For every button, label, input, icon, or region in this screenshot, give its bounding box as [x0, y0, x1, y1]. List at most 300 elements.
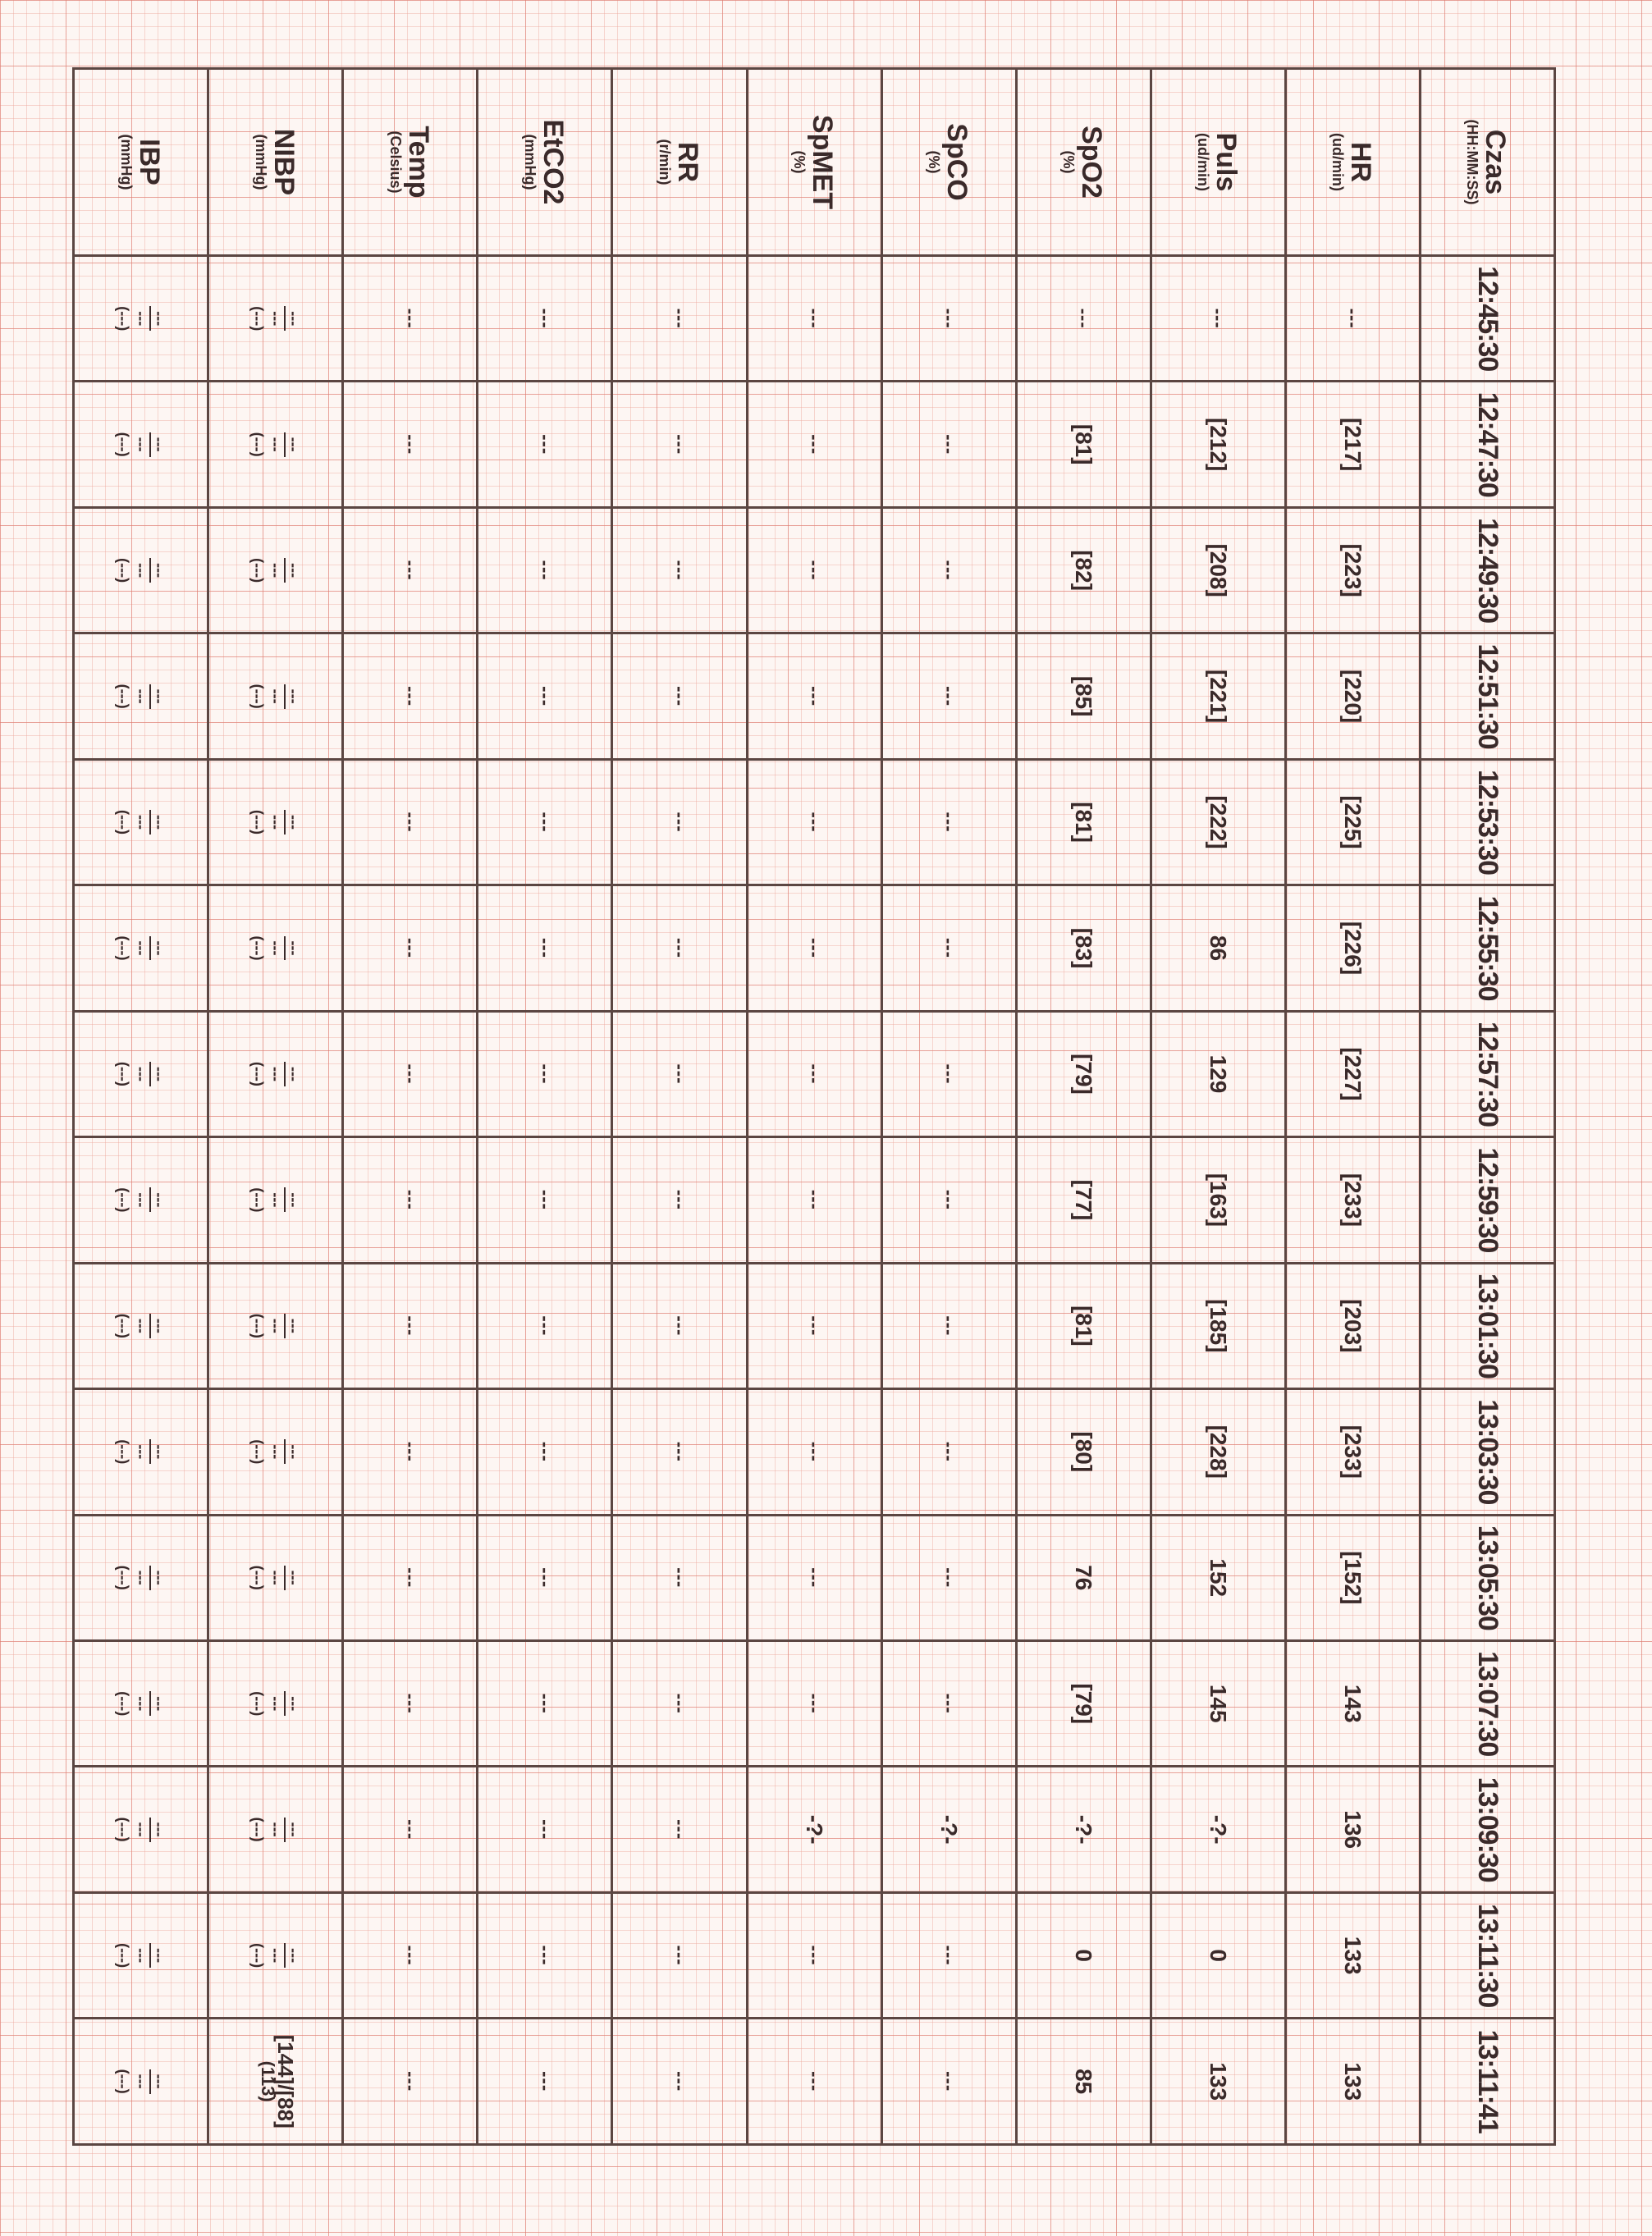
value-cell: ---: [881, 759, 1016, 885]
value-cell: ---: [1016, 256, 1151, 382]
pressure-reading: [115, 1943, 167, 1968]
value-cell: ---: [881, 633, 1016, 759]
value-cell: [225]: [1285, 759, 1420, 885]
value-cell: ---: [612, 1011, 747, 1136]
value-cell: ---: [343, 1892, 478, 2018]
pressure-reading: [115, 1314, 167, 1338]
pressure-reading: [249, 1818, 302, 1842]
value-cell: [79]: [1016, 1011, 1151, 1136]
pressure-reading: [249, 1566, 302, 1590]
diastolic-value: ---: [133, 688, 150, 704]
nibp-row: [208, 69, 343, 2145]
value-cell: ---: [612, 759, 747, 885]
systolic-value: ---: [149, 306, 167, 331]
pressure-reading: [257, 2032, 298, 2132]
diastolic-value: ---: [133, 1696, 150, 1712]
value-cell: ---: [478, 1892, 612, 2018]
value-cell: ---: [343, 2019, 478, 2145]
pressure-cell: [208, 1515, 343, 1640]
diastolic-value: ---: [268, 1066, 285, 1081]
value-cell: ---: [478, 1389, 612, 1515]
time-row: [1420, 69, 1554, 2145]
systolic-value: ---: [149, 558, 167, 583]
diastolic-value: ---: [268, 311, 285, 327]
systolic-value: ---: [284, 1187, 302, 1212]
value-cell: 129: [1151, 1011, 1285, 1136]
time-cell: 12:55:30: [1420, 885, 1554, 1011]
mean-value: (---): [115, 432, 132, 457]
ibp-header-label: IBP: [133, 139, 165, 185]
value-cell: ---: [612, 2019, 747, 2145]
value-cell: [85]: [1016, 633, 1151, 759]
value-cell: ---: [612, 1892, 747, 2018]
row-header-rr-unit: (r/min): [657, 139, 673, 185]
diastolic-value: ---: [133, 1822, 150, 1837]
value-cell: ---: [1151, 256, 1285, 382]
mean-value: (---): [249, 1313, 267, 1338]
pressure-cell: [74, 759, 208, 885]
value-cell: [212]: [1151, 382, 1285, 507]
mean-value: (---): [249, 1817, 267, 1842]
pressure-cell: [208, 1011, 343, 1136]
value-cell: 76: [1016, 1515, 1151, 1640]
value-cell: ---: [881, 1640, 1016, 1766]
systolic-value: ---: [284, 1691, 302, 1716]
value-cell: 133: [1151, 2019, 1285, 2145]
mean-value: (---): [249, 1061, 267, 1086]
diastolic-value: ---: [133, 1570, 150, 1585]
value-cell: ---: [1285, 256, 1420, 382]
diastolic-value: ---: [268, 437, 285, 452]
value-cell: ---: [747, 1640, 881, 1766]
systolic-value: ---: [149, 1062, 167, 1086]
time-cell: 13:07:30: [1420, 1640, 1554, 1766]
pressure-reading: [249, 936, 302, 961]
value-cell: ---: [612, 256, 747, 382]
systolic-value: ---: [149, 1566, 167, 1590]
systolic-value: ---: [284, 1439, 302, 1464]
value-cell: ---: [747, 759, 881, 885]
mean-value: (---): [249, 1187, 267, 1213]
monitor-trend-printout: [72, 67, 1556, 2146]
value-cell: ---: [747, 885, 881, 1011]
value-cell: [82]: [1016, 507, 1151, 633]
row-header-hr-label: HR: [1345, 141, 1377, 183]
value-cell: ---: [478, 633, 612, 759]
mean-value: (---): [115, 1691, 132, 1717]
mean-value: (---): [115, 1439, 132, 1465]
value-cell: 143: [1285, 1640, 1420, 1766]
value-cell: ---: [612, 1767, 747, 1892]
mean-value: (---): [249, 1565, 267, 1590]
diastolic-value: ---: [133, 940, 150, 956]
pressure-cell: [208, 1137, 343, 1263]
value-cell: ---: [747, 256, 881, 382]
value-cell: ---: [343, 1640, 478, 1766]
pressure-reading: [115, 1691, 167, 1716]
time-header-unit: (HH:MM:SS): [1464, 119, 1481, 205]
nibp-header-label: NIBP: [268, 128, 300, 196]
pressure-cell: [74, 256, 208, 382]
diastolic-value: ---: [133, 1948, 150, 1964]
value-cell: ---: [612, 885, 747, 1011]
value-cell: ---: [343, 633, 478, 759]
pressure-cell: [74, 885, 208, 1011]
vital-row-rr: [612, 69, 747, 2145]
pressure-cell: [74, 507, 208, 633]
time-cell: 12:49:30: [1420, 507, 1554, 633]
value-cell: ---: [612, 633, 747, 759]
row-header-spco: [881, 69, 1016, 256]
pressure-cell: [74, 382, 208, 507]
pressure-reading: [249, 306, 302, 331]
systolic-value: ---: [149, 684, 167, 709]
time-header-label: Czas: [1480, 129, 1512, 195]
pressure-cell: [208, 633, 343, 759]
mean-value: (---): [115, 810, 132, 835]
value-cell: 0: [1016, 1892, 1151, 2018]
pressure-value: [144]/[88]: [272, 2034, 298, 2129]
value-cell: -?-: [1016, 1767, 1151, 1892]
value-cell: ---: [343, 759, 478, 885]
value-cell: ---: [881, 1892, 1016, 2018]
diastolic-value: ---: [133, 311, 150, 327]
value-cell: ---: [343, 1767, 478, 1892]
value-cell: [81]: [1016, 759, 1151, 885]
diastolic-value: ---: [268, 1444, 285, 1460]
row-header-spmet-unit: (%): [791, 150, 808, 174]
value-cell: 133: [1285, 2019, 1420, 2145]
value-cell: ---: [612, 1389, 747, 1515]
value-cell: [80]: [1016, 1389, 1151, 1515]
mean-value: (---): [249, 1439, 267, 1465]
systolic-value: ---: [149, 1818, 167, 1842]
value-cell: [77]: [1016, 1137, 1151, 1263]
value-cell: ---: [478, 1767, 612, 1892]
vital-row-spo2: [1016, 69, 1151, 2145]
value-cell: ---: [478, 382, 612, 507]
value-cell: [226]: [1285, 885, 1420, 1011]
systolic-value: ---: [149, 2069, 167, 2094]
row-header-puls-unit: (ud/min): [1195, 133, 1212, 191]
row-header-temp: [343, 69, 478, 256]
pressure-cell: [74, 1263, 208, 1388]
diastolic-value: ---: [133, 2074, 150, 2089]
pressure-reading: [115, 558, 167, 583]
value-cell: ---: [881, 1515, 1016, 1640]
pressure-cell: [208, 1263, 343, 1388]
mean-value: (---): [249, 558, 267, 583]
value-cell: [163]: [1151, 1137, 1285, 1263]
systolic-value: ---: [284, 684, 302, 709]
value-cell: ---: [478, 885, 612, 1011]
value-cell: ---: [747, 1515, 881, 1640]
systolic-value: ---: [284, 1566, 302, 1590]
value-cell: -?-: [881, 1767, 1016, 1892]
value-cell: [222]: [1151, 759, 1285, 885]
value-cell: ---: [343, 1515, 478, 1640]
value-cell: [223]: [1285, 507, 1420, 633]
time-cell: 13:05:30: [1420, 1515, 1554, 1640]
value-cell: ---: [747, 382, 881, 507]
value-cell: ---: [478, 1515, 612, 1640]
value-cell: [185]: [1151, 1263, 1285, 1388]
pressure-cell: [74, 1389, 208, 1515]
row-header-temp-unit: (Celsius): [387, 130, 404, 194]
row-header-spo2-unit: (%): [1060, 150, 1078, 174]
pressure-reading: [115, 936, 167, 961]
mean-value: (---): [115, 1187, 132, 1213]
diastolic-value: ---: [133, 563, 150, 578]
diastolic-value: ---: [133, 1066, 150, 1081]
nibp-header: [208, 69, 343, 256]
pressure-cell: [208, 759, 343, 885]
value-cell: ---: [747, 1389, 881, 1515]
value-cell: ---: [881, 382, 1016, 507]
vital-row-puls: [1151, 69, 1285, 2145]
mean-value: (---): [249, 935, 267, 961]
pressure-cell: [74, 2019, 208, 2145]
systolic-value: ---: [284, 306, 302, 331]
value-cell: ---: [343, 885, 478, 1011]
value-cell: ---: [478, 256, 612, 382]
systolic-value: ---: [149, 1314, 167, 1338]
pressure-reading: [249, 1691, 302, 1716]
row-header-spo2: [1016, 69, 1151, 256]
row-header-etco2-unit: (mmHg): [521, 134, 538, 190]
value-cell: ---: [478, 1263, 612, 1388]
row-header-rr: [612, 69, 747, 256]
time-cell: 13:09:30: [1420, 1767, 1554, 1892]
time-cell: 13:11:30: [1420, 1892, 1554, 2018]
value-cell: -?-: [747, 1767, 881, 1892]
value-cell: ---: [881, 256, 1016, 382]
value-cell: ---: [343, 507, 478, 633]
systolic-value: ---: [284, 1943, 302, 1968]
row-header-etco2-label: EtCO2: [537, 119, 569, 205]
pressure-cell: [208, 382, 343, 507]
value-cell: ---: [881, 1389, 1016, 1515]
pressure-reading: [115, 1818, 167, 1842]
mean-value: (---): [115, 2069, 132, 2094]
pressure-reading: [249, 1314, 302, 1338]
pressure-reading: [115, 2069, 167, 2094]
value-cell: -?-: [1151, 1767, 1285, 1892]
diastolic-value: ---: [268, 940, 285, 956]
diastolic-value: ---: [268, 688, 285, 704]
value-cell: [81]: [1016, 1263, 1151, 1388]
mean-value: (---): [115, 684, 132, 709]
value-cell: ---: [343, 382, 478, 507]
value-cell: ---: [612, 507, 747, 633]
value-cell: ---: [478, 2019, 612, 2145]
vital-row-etco2: [478, 69, 612, 2145]
value-cell: [217]: [1285, 382, 1420, 507]
pressure-cell: [74, 1011, 208, 1136]
systolic-value: ---: [284, 558, 302, 583]
value-cell: ---: [612, 1263, 747, 1388]
value-cell: [83]: [1016, 885, 1151, 1011]
time-cell: 13:03:30: [1420, 1389, 1554, 1515]
value-cell: ---: [747, 507, 881, 633]
nibp-header-unit: (mmHg): [252, 134, 269, 190]
value-cell: ---: [343, 1137, 478, 1263]
systolic-value: ---: [149, 432, 167, 457]
value-cell: [152]: [1285, 1515, 1420, 1640]
mean-value: (---): [115, 1313, 132, 1338]
pressure-cell: [208, 2019, 343, 2145]
time-header: [1420, 69, 1554, 256]
value-cell: [220]: [1285, 633, 1420, 759]
mean-value: (---): [115, 306, 132, 332]
diastolic-value: ---: [133, 1444, 150, 1460]
vital-row-spco: [881, 69, 1016, 2145]
systolic-value: ---: [284, 1062, 302, 1086]
pressure-reading: [115, 1439, 167, 1464]
systolic-value: ---: [149, 810, 167, 834]
systolic-value: ---: [284, 432, 302, 457]
time-cell: 13:01:30: [1420, 1263, 1554, 1388]
value-cell: ---: [612, 1137, 747, 1263]
value-cell: ---: [747, 633, 881, 759]
diastolic-value: ---: [268, 1192, 285, 1208]
mean-value: (---): [115, 1817, 132, 1842]
value-cell: 136: [1285, 1767, 1420, 1892]
value-cell: ---: [881, 1011, 1016, 1136]
diastolic-value: ---: [268, 1696, 285, 1712]
value-cell: ---: [612, 382, 747, 507]
pressure-reading: [249, 684, 302, 709]
row-header-hr: [1285, 69, 1420, 256]
value-cell: [233]: [1285, 1137, 1420, 1263]
value-cell: 133: [1285, 1892, 1420, 2018]
value-cell: ---: [343, 1011, 478, 1136]
value-cell: ---: [478, 1137, 612, 1263]
row-header-rr-label: RR: [672, 141, 703, 183]
diastolic-value: ---: [133, 437, 150, 452]
pressure-reading: [249, 1187, 302, 1212]
value-cell: ---: [881, 507, 1016, 633]
value-cell: ---: [612, 1640, 747, 1766]
row-header-hr-unit: (ud/min): [1329, 133, 1347, 191]
row-header-spco-label: SpCO: [941, 123, 973, 201]
value-cell: ---: [747, 1892, 881, 2018]
diastolic-value: ---: [268, 563, 285, 578]
pressure-reading: [115, 1187, 167, 1212]
vital-row-hr: [1285, 69, 1420, 2145]
time-cell: 13:11:41: [1420, 2019, 1554, 2145]
value-cell: ---: [478, 1640, 612, 1766]
ibp-row: [74, 69, 208, 2145]
value-cell: [221]: [1151, 633, 1285, 759]
pressure-cell: [208, 885, 343, 1011]
vital-row-spmet: [747, 69, 881, 2145]
value-cell: [228]: [1151, 1389, 1285, 1515]
time-cell: 12:59:30: [1420, 1137, 1554, 1263]
row-header-etco2: [478, 69, 612, 256]
pressure-reading: [249, 558, 302, 583]
value-cell: 86: [1151, 885, 1285, 1011]
mean-value: (---): [249, 1691, 267, 1717]
systolic-value: ---: [149, 1187, 167, 1212]
value-cell: ---: [747, 1263, 881, 1388]
pressure-cell: [74, 1892, 208, 2018]
diastolic-value: ---: [268, 815, 285, 830]
pressure-reading: [115, 684, 167, 709]
pressure-reading: [249, 1943, 302, 1968]
value-cell: [227]: [1285, 1011, 1420, 1136]
pressure-reading: [115, 1062, 167, 1086]
time-cell: 12:47:30: [1420, 382, 1554, 507]
pressure-cell: [74, 1515, 208, 1640]
value-cell: [233]: [1285, 1389, 1420, 1515]
value-cell: ---: [343, 256, 478, 382]
mean-value: (---): [115, 935, 132, 961]
diastolic-value: ---: [133, 1318, 150, 1333]
mean-value: (---): [249, 306, 267, 332]
pressure-reading: [249, 1439, 302, 1464]
ibp-header-unit: (mmHg): [117, 134, 135, 190]
value-cell: ---: [343, 1389, 478, 1515]
value-cell: ---: [747, 2019, 881, 2145]
mean-value: (---): [249, 684, 267, 709]
systolic-value: ---: [284, 936, 302, 961]
value-cell: 145: [1151, 1640, 1285, 1766]
mean-value: (---): [249, 1943, 267, 1969]
pressure-cell: [208, 256, 343, 382]
value-cell: ---: [343, 1263, 478, 1388]
mean-value: (---): [115, 1943, 132, 1969]
systolic-value: ---: [284, 810, 302, 834]
pressure-cell: [208, 1892, 343, 2018]
value-cell: [79]: [1016, 1640, 1151, 1766]
pressure-reading: [115, 306, 167, 331]
value-cell: [203]: [1285, 1263, 1420, 1388]
pressure-reading: [115, 432, 167, 457]
systolic-value: ---: [284, 1314, 302, 1338]
vital-row-temp: [343, 69, 478, 2145]
pressure-cell: [74, 633, 208, 759]
pressure-cell: [208, 1640, 343, 1766]
systolic-value: ---: [149, 1943, 167, 1968]
systolic-value: ---: [149, 1691, 167, 1716]
mean-value: (---): [115, 558, 132, 583]
pressure-reading: [249, 810, 302, 834]
row-header-temp-label: Temp: [402, 126, 434, 199]
systolic-value: ---: [149, 1439, 167, 1464]
pressure-reading: [115, 810, 167, 834]
diastolic-value: ---: [268, 1318, 285, 1333]
value-cell: ---: [747, 1011, 881, 1136]
mean-value: (---): [115, 1061, 132, 1086]
value-cell: ---: [881, 1137, 1016, 1263]
time-cell: 12:57:30: [1420, 1011, 1554, 1136]
systolic-value: ---: [149, 936, 167, 961]
mean-value: (---): [249, 432, 267, 457]
pressure-cell: [74, 1137, 208, 1263]
row-header-spmet: [747, 69, 881, 256]
value-cell: ---: [478, 759, 612, 885]
value-cell: ---: [478, 507, 612, 633]
diastolic-value: ---: [268, 1822, 285, 1837]
pressure-cell: [208, 1767, 343, 1892]
pressure-reading: [115, 1566, 167, 1590]
systolic-value: ---: [284, 1818, 302, 1842]
value-cell: [208]: [1151, 507, 1285, 633]
time-cell: 12:53:30: [1420, 759, 1554, 885]
pressure-cell: [74, 1640, 208, 1766]
value-cell: ---: [881, 885, 1016, 1011]
